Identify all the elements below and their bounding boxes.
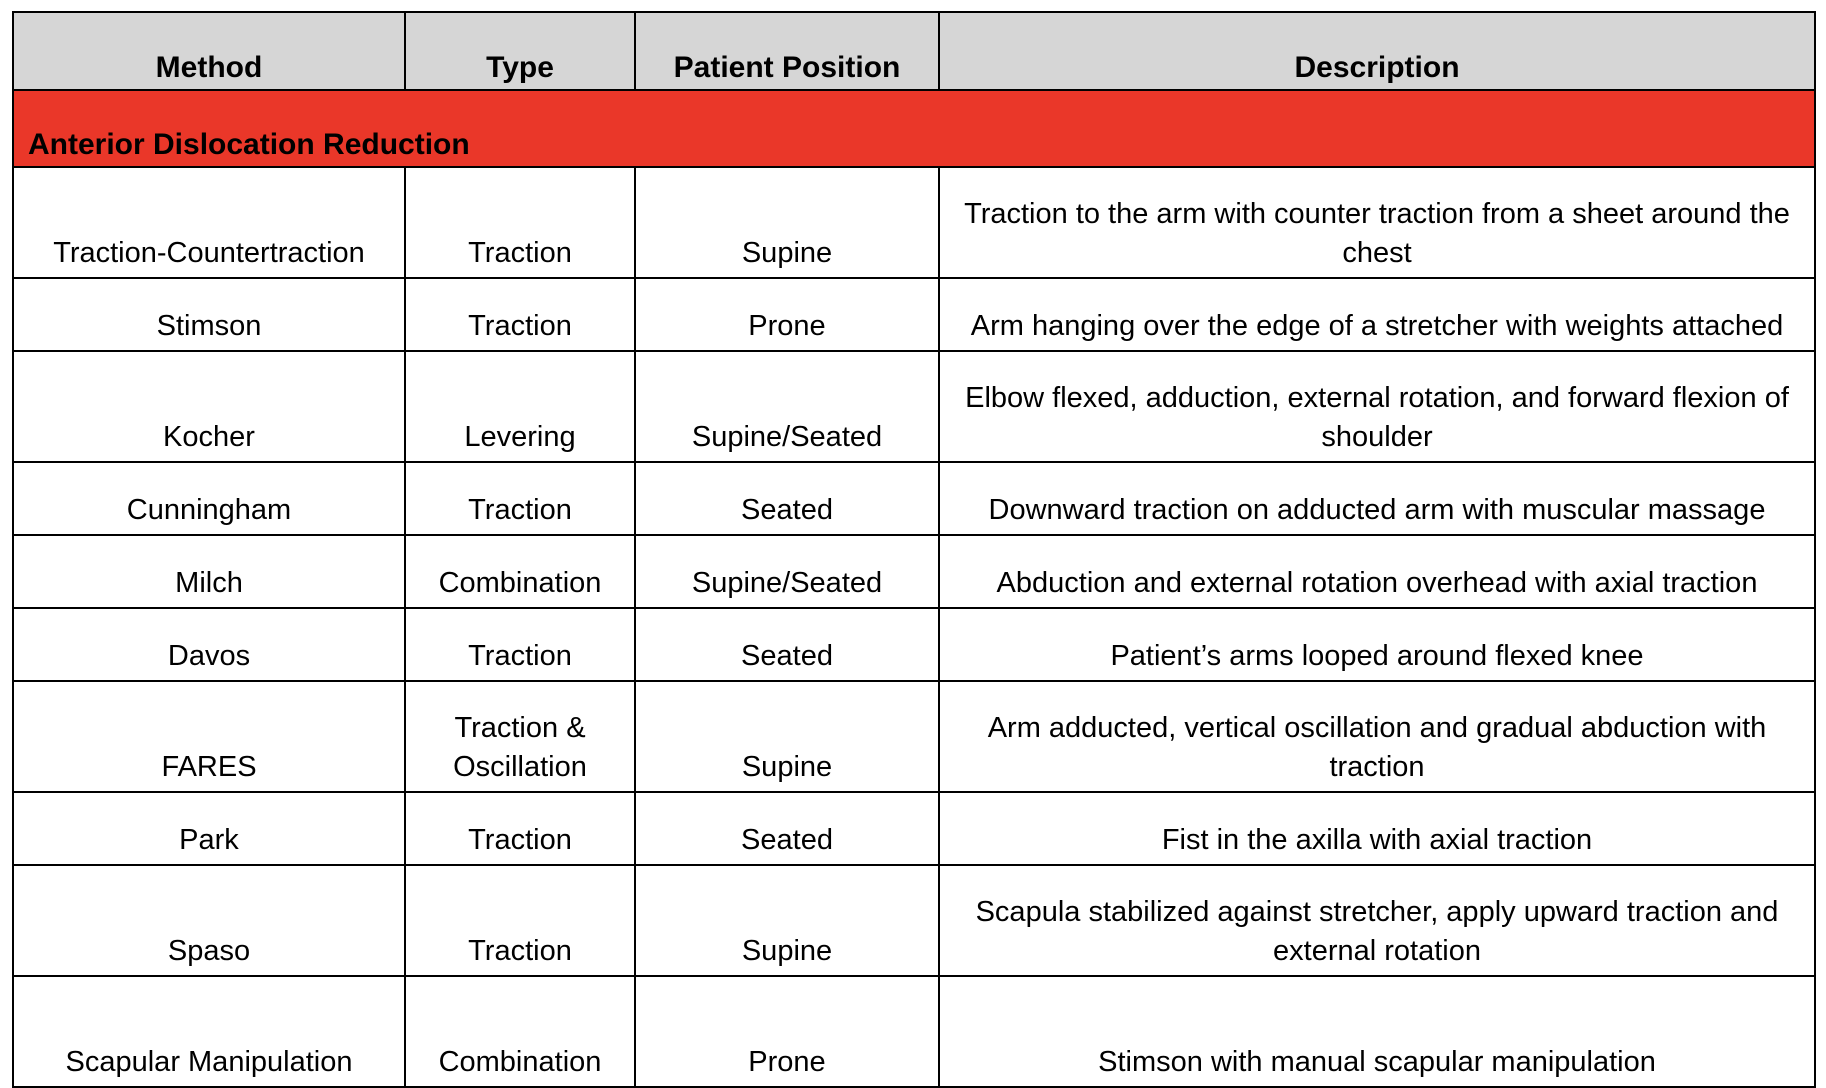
- cell-method: Cunningham: [13, 462, 405, 535]
- table-row: [13, 792, 1815, 865]
- cell-type: Traction: [405, 608, 635, 681]
- table-row: [13, 976, 1815, 1087]
- table-row: [13, 462, 1815, 535]
- cell-type: Traction: [405, 865, 635, 976]
- cell-description: Traction to the arm with counter traction from a sheet around the chest: [939, 167, 1815, 278]
- cell-method: Stimson: [13, 278, 405, 351]
- cell-method: Scapular Manipulation: [13, 976, 405, 1087]
- cell-type: Traction & Oscillation: [405, 681, 635, 792]
- cell-position: Seated: [635, 462, 939, 535]
- cell-type: Combination: [405, 976, 635, 1087]
- cell-type: Traction: [405, 278, 635, 351]
- header-method: Method: [13, 12, 405, 90]
- cell-description: Fist in the axilla with axial traction: [939, 792, 1815, 865]
- cell-position: Supine: [635, 681, 939, 792]
- cell-type: Levering: [405, 351, 635, 462]
- cell-description: Stimson with manual scapular manipulation: [939, 976, 1815, 1087]
- cell-description: Downward traction on adducted arm with muscular massage: [939, 462, 1815, 535]
- cell-description: Abduction and external rotation overhead with axial traction: [939, 535, 1815, 608]
- table-row: [13, 535, 1815, 608]
- table-row: [13, 351, 1815, 462]
- cell-position: Supine/Seated: [635, 351, 939, 462]
- cell-description: Elbow flexed, adduction, external rotation, and forward flexion of shoulder: [939, 351, 1815, 462]
- section-row: [13, 90, 1815, 167]
- cell-position: Seated: [635, 792, 939, 865]
- table-row: [13, 608, 1815, 681]
- cell-type: Traction: [405, 462, 635, 535]
- cell-method: Park: [13, 792, 405, 865]
- cell-type: Traction: [405, 167, 635, 278]
- table-row: [13, 278, 1815, 351]
- header-description: Description: [939, 12, 1815, 90]
- section-title: Anterior Dislocation Reduction: [13, 90, 1815, 167]
- cell-method: Milch: [13, 535, 405, 608]
- cell-position: Supine: [635, 167, 939, 278]
- cell-method: Kocher: [13, 351, 405, 462]
- cell-description: Patient’s arms looped around flexed knee: [939, 608, 1815, 681]
- cell-method: Traction-Countertraction: [13, 167, 405, 278]
- cell-description: Arm adducted, vertical oscillation and gradual abduction with traction: [939, 681, 1815, 792]
- cell-method: Davos: [13, 608, 405, 681]
- cell-method: Spaso: [13, 865, 405, 976]
- header-row: [13, 12, 1815, 90]
- cell-position: Supine/Seated: [635, 535, 939, 608]
- table-row: [13, 865, 1815, 976]
- table-row: [13, 681, 1815, 792]
- cell-method: FARES: [13, 681, 405, 792]
- cell-position: Supine: [635, 865, 939, 976]
- cell-position: Prone: [635, 278, 939, 351]
- cell-description: Arm hanging over the edge of a stretcher with weights attached: [939, 278, 1815, 351]
- table-row: [13, 167, 1815, 278]
- header-type: Type: [405, 12, 635, 90]
- cell-type: Combination: [405, 535, 635, 608]
- cell-position: Prone: [635, 976, 939, 1087]
- cell-description: Scapula stabilized against stretcher, apply upward traction and external rotation: [939, 865, 1815, 976]
- reduction-methods-table: [12, 11, 1816, 1088]
- header-patient-position: Patient Position: [635, 12, 939, 90]
- cell-type: Traction: [405, 792, 635, 865]
- cell-position: Seated: [635, 608, 939, 681]
